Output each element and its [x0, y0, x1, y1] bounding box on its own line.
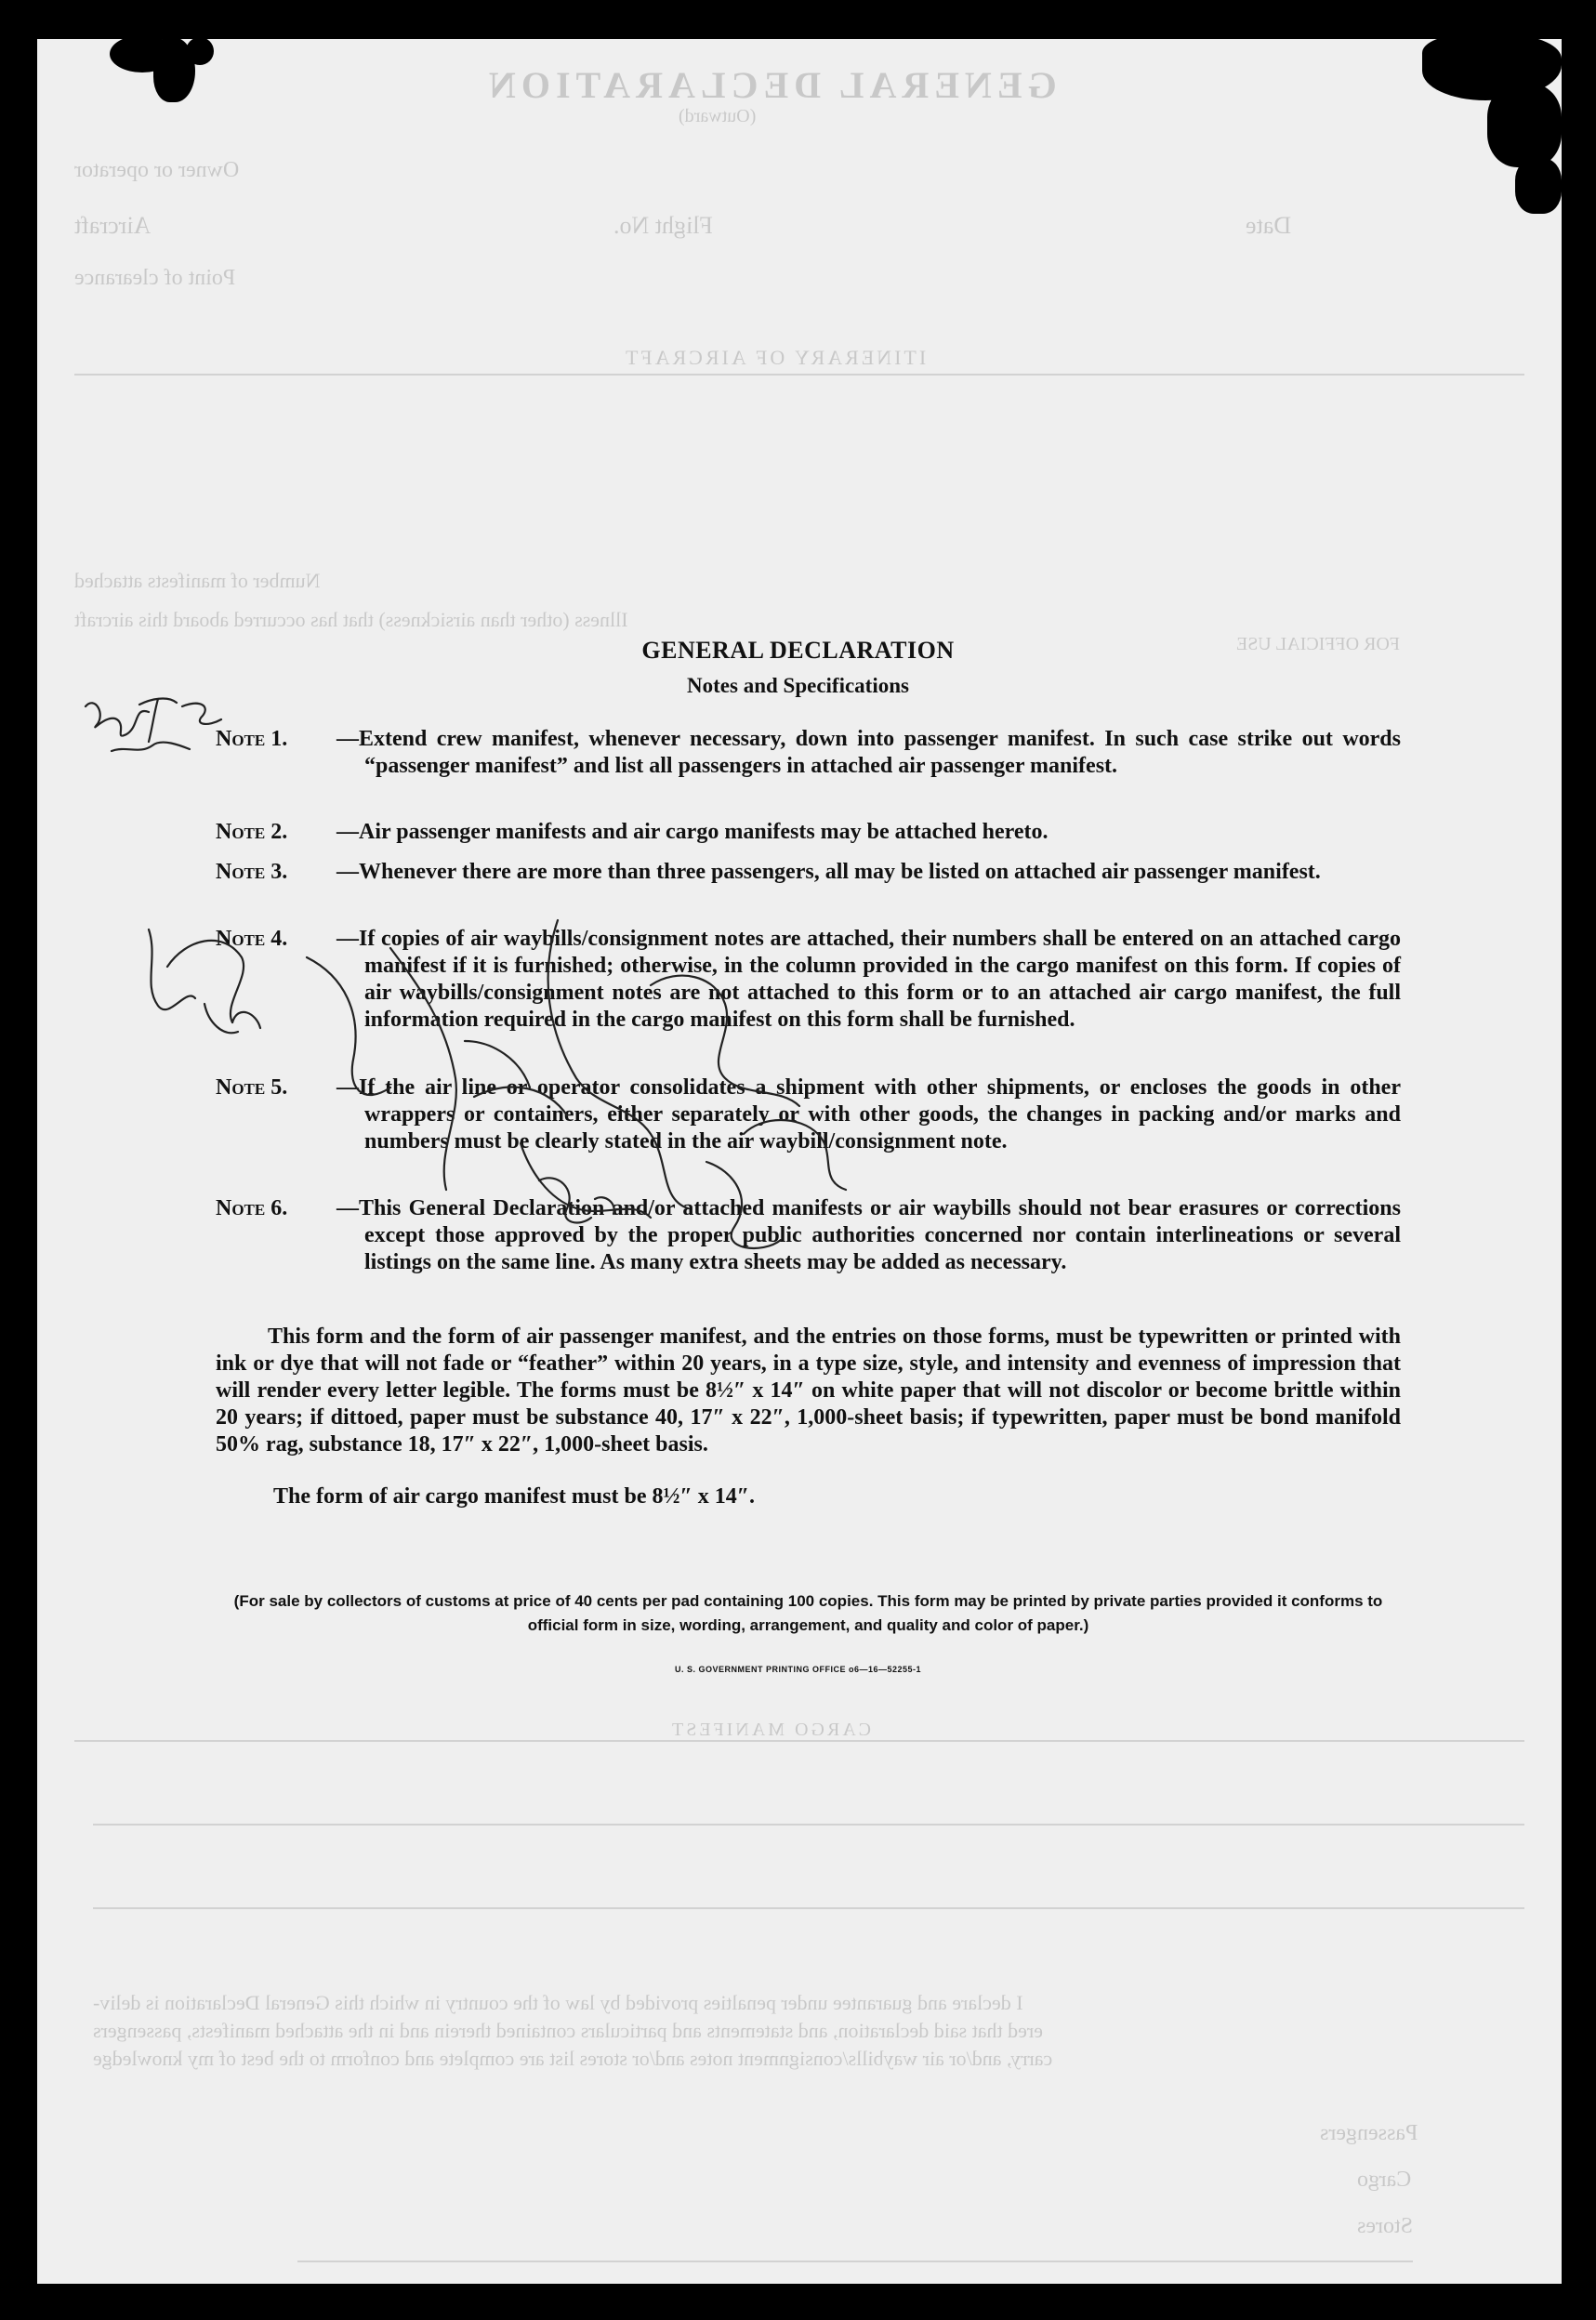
showthrough-row: Date	[1246, 212, 1292, 239]
document-title: GENERAL DECLARATION	[641, 637, 955, 664]
note-text: —If the air line or operator consolidates a shipment with other shipments, or encloses the goods in other wrappers or containers, either separately or with other goods, the changes in packing and/or marks and numbers must be clearly stated in the air waybill/consignment note.	[336, 1075, 1401, 1153]
showthrough-row: Owner or operator	[74, 158, 240, 182]
handwriting-stroke	[539, 1178, 614, 1222]
cargo-manifest-size-paragraph: The form of air cargo manifest must be 8½″ x 14″.	[273, 1484, 755, 1509]
note-text: —Air passenger manifests and air cargo manifests may be attached hereto.	[336, 820, 1049, 844]
showthrough-row: Number of manifests attached	[74, 569, 321, 592]
handwriting-stroke	[182, 704, 221, 724]
showthrough-title: GENERAL DECLARATION	[483, 64, 1057, 106]
handwriting-stroke	[204, 1004, 260, 1033]
showthrough-subtitle: (Outward)	[679, 106, 757, 126]
handwriting-stroke	[548, 920, 688, 1208]
showthrough-row: CARGO MANIFEST	[669, 1720, 872, 1740]
printer-imprint: U. S. GOVERNMENT PRINTING OFFICE o6—16—52255-1	[674, 1665, 922, 1674]
handwriting-stroke	[390, 948, 456, 1190]
sale-notice: (For sale by collectors of customs at price of 40 cents per pad containing 100 copies. This form may be printed by private parties provided it conforms to official form in size, wording, arrangement, and quality and color of paper.)	[233, 1592, 1383, 1634]
note-text: —Extend crew manifest, whenever necessary, down into passenger manifest. In such case strike out words “passenger manifest” and list all passengers in attached air passenger manifest.	[336, 727, 1401, 778]
note-label: Note 3.	[216, 860, 288, 884]
handwriting-stroke	[307, 957, 390, 1095]
note-label: Note 6.	[216, 1196, 288, 1220]
document-subtitle: Notes and Specifications	[687, 674, 909, 697]
handwriting-stroke	[139, 699, 177, 742]
showthrough-row: Illness (other than airsickness) that has occurred aboard this aircraft	[74, 608, 628, 631]
handwriting-stroke	[706, 1162, 781, 1248]
showthrough-row: ered that said declaration, and statements and particulars contained therein and in the attached manifests, passengers	[93, 2019, 1044, 2042]
handwriting-stroke	[465, 1041, 567, 1115]
showthrough-row: Stores	[1357, 2214, 1413, 2238]
note-label: Note 1.	[216, 727, 288, 751]
handwriting-stroke	[651, 976, 799, 1106]
showthrough-row: ITINERARY OF AIRCRAFT	[623, 346, 927, 369]
handwriting-stroke	[149, 929, 195, 1009]
showthrough-row: carry, and/or air waybills/consignment notes and/or stores list are complete and conform to the best of my knowledge	[93, 2047, 1053, 2070]
form-requirements-paragraph: This form and the form of air passenger manifest, and the entries on those forms, must be typewritten or printed with ink or dye that will not fade or “feather” within 20 years, in a type size, style, and intensity and evenness of impression that will render every letter legible. The forms must be 8½″ x 14″ on white paper that will not discolor or become brittle within 20 years; if dittoed, paper must be substance 40, 17″ x 22″, 1,000-sheet basis; if typewritten, paper must be bond manifold 50% rag, substance 18, 17″ x 22″, 1,000-sheet basis.	[216, 1325, 1401, 1457]
showthrough-row: Point of clearance	[74, 266, 236, 290]
note-label: Note 4.	[216, 927, 288, 951]
note-label: Note 2.	[216, 820, 288, 844]
handwriting-stroke	[521, 1143, 651, 1218]
showthrough-row: I declare and guarantee under penalties provided by law of the country in which this General Declaration is deliv-	[93, 1991, 1023, 2014]
showthrough-row: Passengers	[1320, 2121, 1418, 2145]
showthrough-row: Aircraft	[74, 212, 152, 239]
handwriting-stroke	[86, 703, 149, 735]
note-text: —This General Declaration and/or attached manifests or air waybills should not bear erasures or corrections except those approved by the proper public authorities concerned nor contain interlineations or several listings on the same line. As many extra sheets may be added as necessary.	[336, 1196, 1401, 1274]
note-text: —If copies of air waybills/consignment notes are attached, their numbers shall be entered on an attached cargo manifest if it is furnished; otherwise, in the column provided in the cargo manifest on this form. If copies of air waybills/consignment notes are not attached to this form or to an attached air cargo manifest, the full information required in the cargo manifest on this form shall be furnished.	[336, 927, 1401, 1032]
handwriting-stroke	[112, 743, 190, 751]
note-text: —Whenever there are more than three passengers, all may be listed on attached air passenger manifest.	[336, 860, 1321, 884]
showthrough-row: Cargo	[1357, 2168, 1412, 2192]
showthrough-row: Flight No.	[613, 212, 713, 239]
handwriting-stroke	[744, 1120, 846, 1190]
showthrough-row: FOR OFFICIAL USE	[1236, 634, 1400, 654]
note-label: Note 5.	[216, 1075, 288, 1100]
